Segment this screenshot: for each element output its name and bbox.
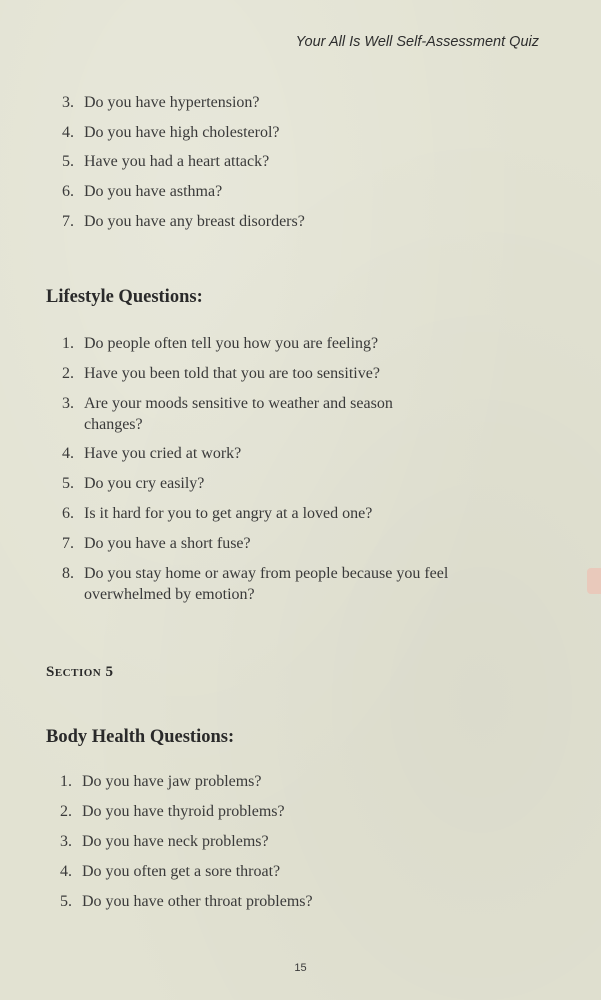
item-text: Have you cried at work? bbox=[84, 445, 242, 462]
item-number: 4. bbox=[62, 445, 74, 462]
lifestyle-heading: Lifestyle Questions: bbox=[46, 287, 203, 307]
item-number: 4. bbox=[60, 863, 72, 880]
item-number: 5. bbox=[62, 153, 74, 170]
item-text: Do you stay home or away from people because you feel overwhelmed by emotion? bbox=[84, 565, 449, 603]
item-text: Do you have thyroid problems? bbox=[82, 803, 285, 820]
item-text: Have you had a heart attack? bbox=[84, 153, 270, 170]
item-number: 3. bbox=[60, 833, 72, 850]
item-number: 1. bbox=[62, 335, 74, 352]
item-number: 7. bbox=[62, 535, 74, 552]
item-text: Do you have jaw problems? bbox=[82, 773, 262, 790]
item-text: Do you have high cholesterol? bbox=[84, 124, 280, 141]
item-text: Do you often get a sore throat? bbox=[82, 863, 281, 880]
item-text: Do you have neck problems? bbox=[82, 833, 269, 850]
item-number: 2. bbox=[60, 803, 72, 820]
item-number: 6. bbox=[62, 505, 74, 522]
item-text: Do you have a short fuse? bbox=[84, 535, 251, 552]
item-text: Have you been told that you are too sensitive? bbox=[84, 365, 380, 382]
body-health-heading: Body Health Questions: bbox=[46, 727, 235, 747]
page-number: 15 bbox=[294, 962, 307, 974]
item-text: Are your moods sensitive to weather and season changes? bbox=[84, 395, 393, 433]
item-number: 1. bbox=[60, 773, 72, 790]
item-number: 5. bbox=[62, 475, 74, 492]
item-number: 8. bbox=[62, 565, 74, 582]
item-text: Do you have asthma? bbox=[84, 183, 223, 200]
item-number: 6. bbox=[62, 183, 74, 200]
item-text: Do people often tell you how you are feeling? bbox=[84, 335, 379, 352]
item-text: Do you cry easily? bbox=[84, 475, 205, 492]
item-number: 7. bbox=[62, 213, 74, 230]
edge-smudge bbox=[587, 568, 601, 594]
section-label: Section 5 bbox=[46, 664, 114, 680]
item-number: 3. bbox=[62, 94, 74, 111]
item-text: Do you have other throat problems? bbox=[82, 893, 313, 910]
item-text: Do you have any breast disorders? bbox=[84, 213, 305, 230]
item-text: Is it hard for you to get angry at a loved one? bbox=[84, 505, 373, 522]
item-number: 3. bbox=[62, 395, 74, 412]
item-number: 2. bbox=[62, 365, 74, 382]
item-number: 5. bbox=[60, 893, 72, 910]
item-number: 4. bbox=[62, 124, 74, 141]
item-text: Do you have hypertension? bbox=[84, 94, 260, 111]
running-head: Your All Is Well Self-Assessment Quiz bbox=[295, 34, 539, 50]
